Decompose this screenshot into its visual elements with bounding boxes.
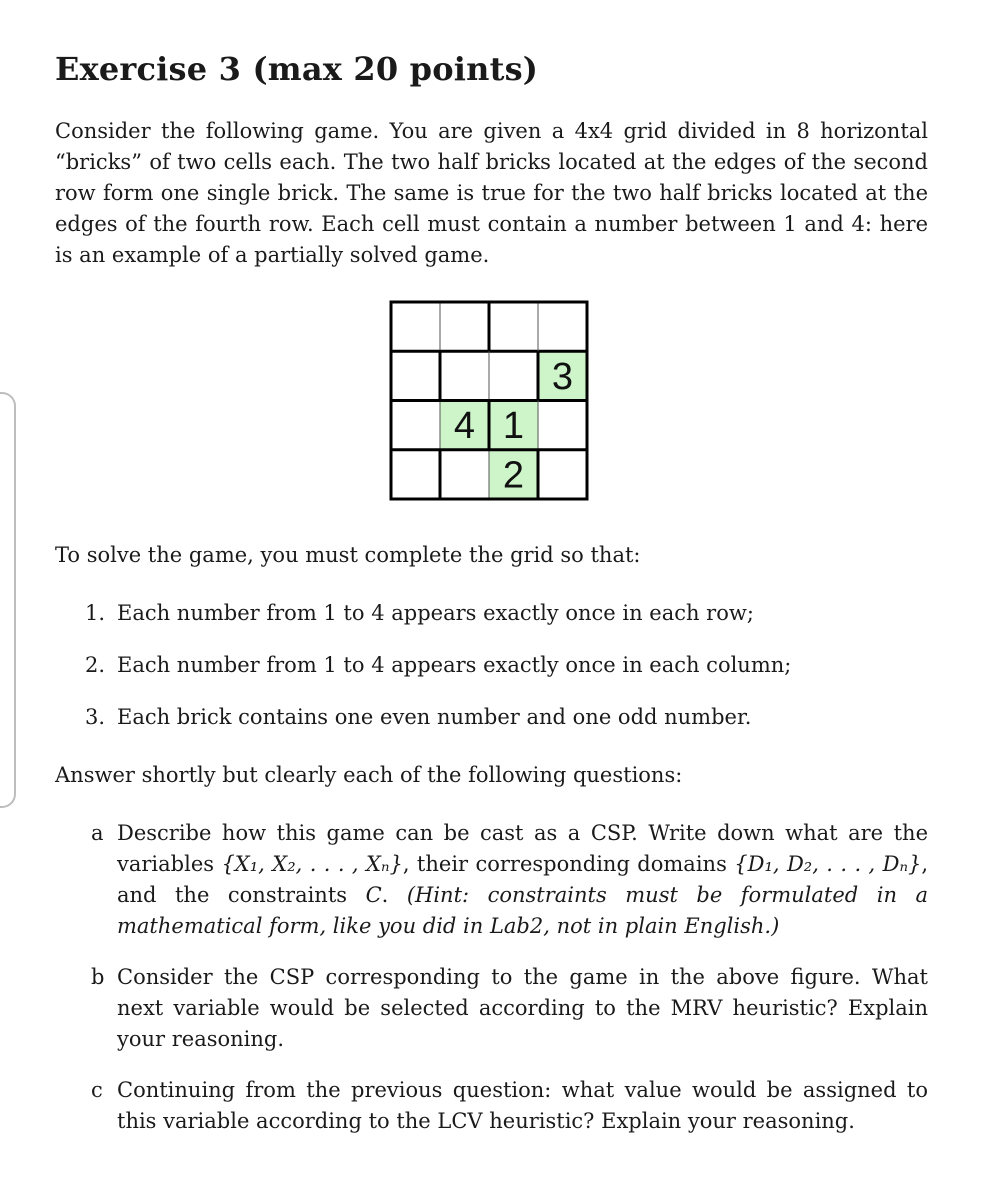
- question-a-constraints: C: [365, 883, 382, 907]
- grid-cell-value: 2: [502, 454, 525, 497]
- question-c: [55, 1075, 928, 1137]
- questions-list: [55, 818, 928, 1157]
- question-b: [55, 962, 928, 1055]
- question-a-hint: (Hint: constraints must be formulated in a mathematical form, like you did in Lab2, not in plain English.): [117, 883, 928, 938]
- solve-intro-paragraph: To solve the game, you must complete the grid so that:: [55, 543, 641, 567]
- rule-text: Each number from 1 to 4 appears exactly once in each column;: [117, 653, 792, 677]
- question-letter: a: [91, 821, 104, 845]
- rule-item: [55, 598, 928, 629]
- puzzle-grid: [389, 300, 589, 501]
- intro-paragraph: Consider the following game. You are given a 4x4 grid divided in 8 horizontal “bricks” of two cells each. The two half bricks located at the edges of the second row form one single brick. The same is true for the two half bricks located at the edges of the fourth row. Each cell must contain a number between 1 and 4: here is an example of a partially solved game.: [55, 119, 928, 267]
- answer-intro-paragraph: Answer shortly but clearly each of the following questions:: [55, 763, 683, 787]
- exercise-title: Exercise 3 (max 20 points): [55, 50, 539, 88]
- scroll-handle[interactable]: [0, 392, 16, 808]
- question-letter: b: [91, 965, 105, 989]
- question-a: [55, 818, 928, 942]
- question-a-text-1: Describe how this game can be cast as a CSP. Write down what are the variables: [117, 821, 928, 876]
- question-a-text-2: , their corresponding domains: [402, 852, 735, 876]
- question-a-text-4: .: [381, 883, 407, 907]
- rule-number: 1.: [85, 601, 106, 625]
- puzzle-grid-svg: [389, 300, 589, 501]
- question-b-text: Consider the CSP corresponding to the game in the above figure. What next variable would be selected according to the MRV heuristic? Explain your reasoning.: [117, 965, 928, 1051]
- grid-cell-value: 4: [453, 405, 476, 448]
- question-letter: c: [91, 1078, 103, 1102]
- rule-item: [55, 650, 928, 681]
- rule-number: 2.: [85, 653, 106, 677]
- rule-text: Each number from 1 to 4 appears exactly once in each row;: [117, 601, 754, 625]
- question-a-variables: {X₁, X₂, . . . , Xₙ}: [221, 852, 403, 876]
- grid-cell-value: 1: [502, 405, 525, 448]
- rules-list: [55, 598, 928, 754]
- rule-number: 3.: [85, 705, 106, 729]
- grid-cell-value: 3: [551, 355, 574, 398]
- rule-item: [55, 702, 928, 733]
- question-a-domains: {D₁, D₂, . . . , Dₙ}: [734, 852, 922, 876]
- question-a-text-3: , and the constraints: [117, 852, 928, 907]
- question-c-text: Continuing from the previous question: what value would be assigned to this variable according to the LCV heuristic? Explain your reasoning.: [117, 1078, 928, 1133]
- rule-text: Each brick contains one even number and one odd number.: [117, 705, 752, 729]
